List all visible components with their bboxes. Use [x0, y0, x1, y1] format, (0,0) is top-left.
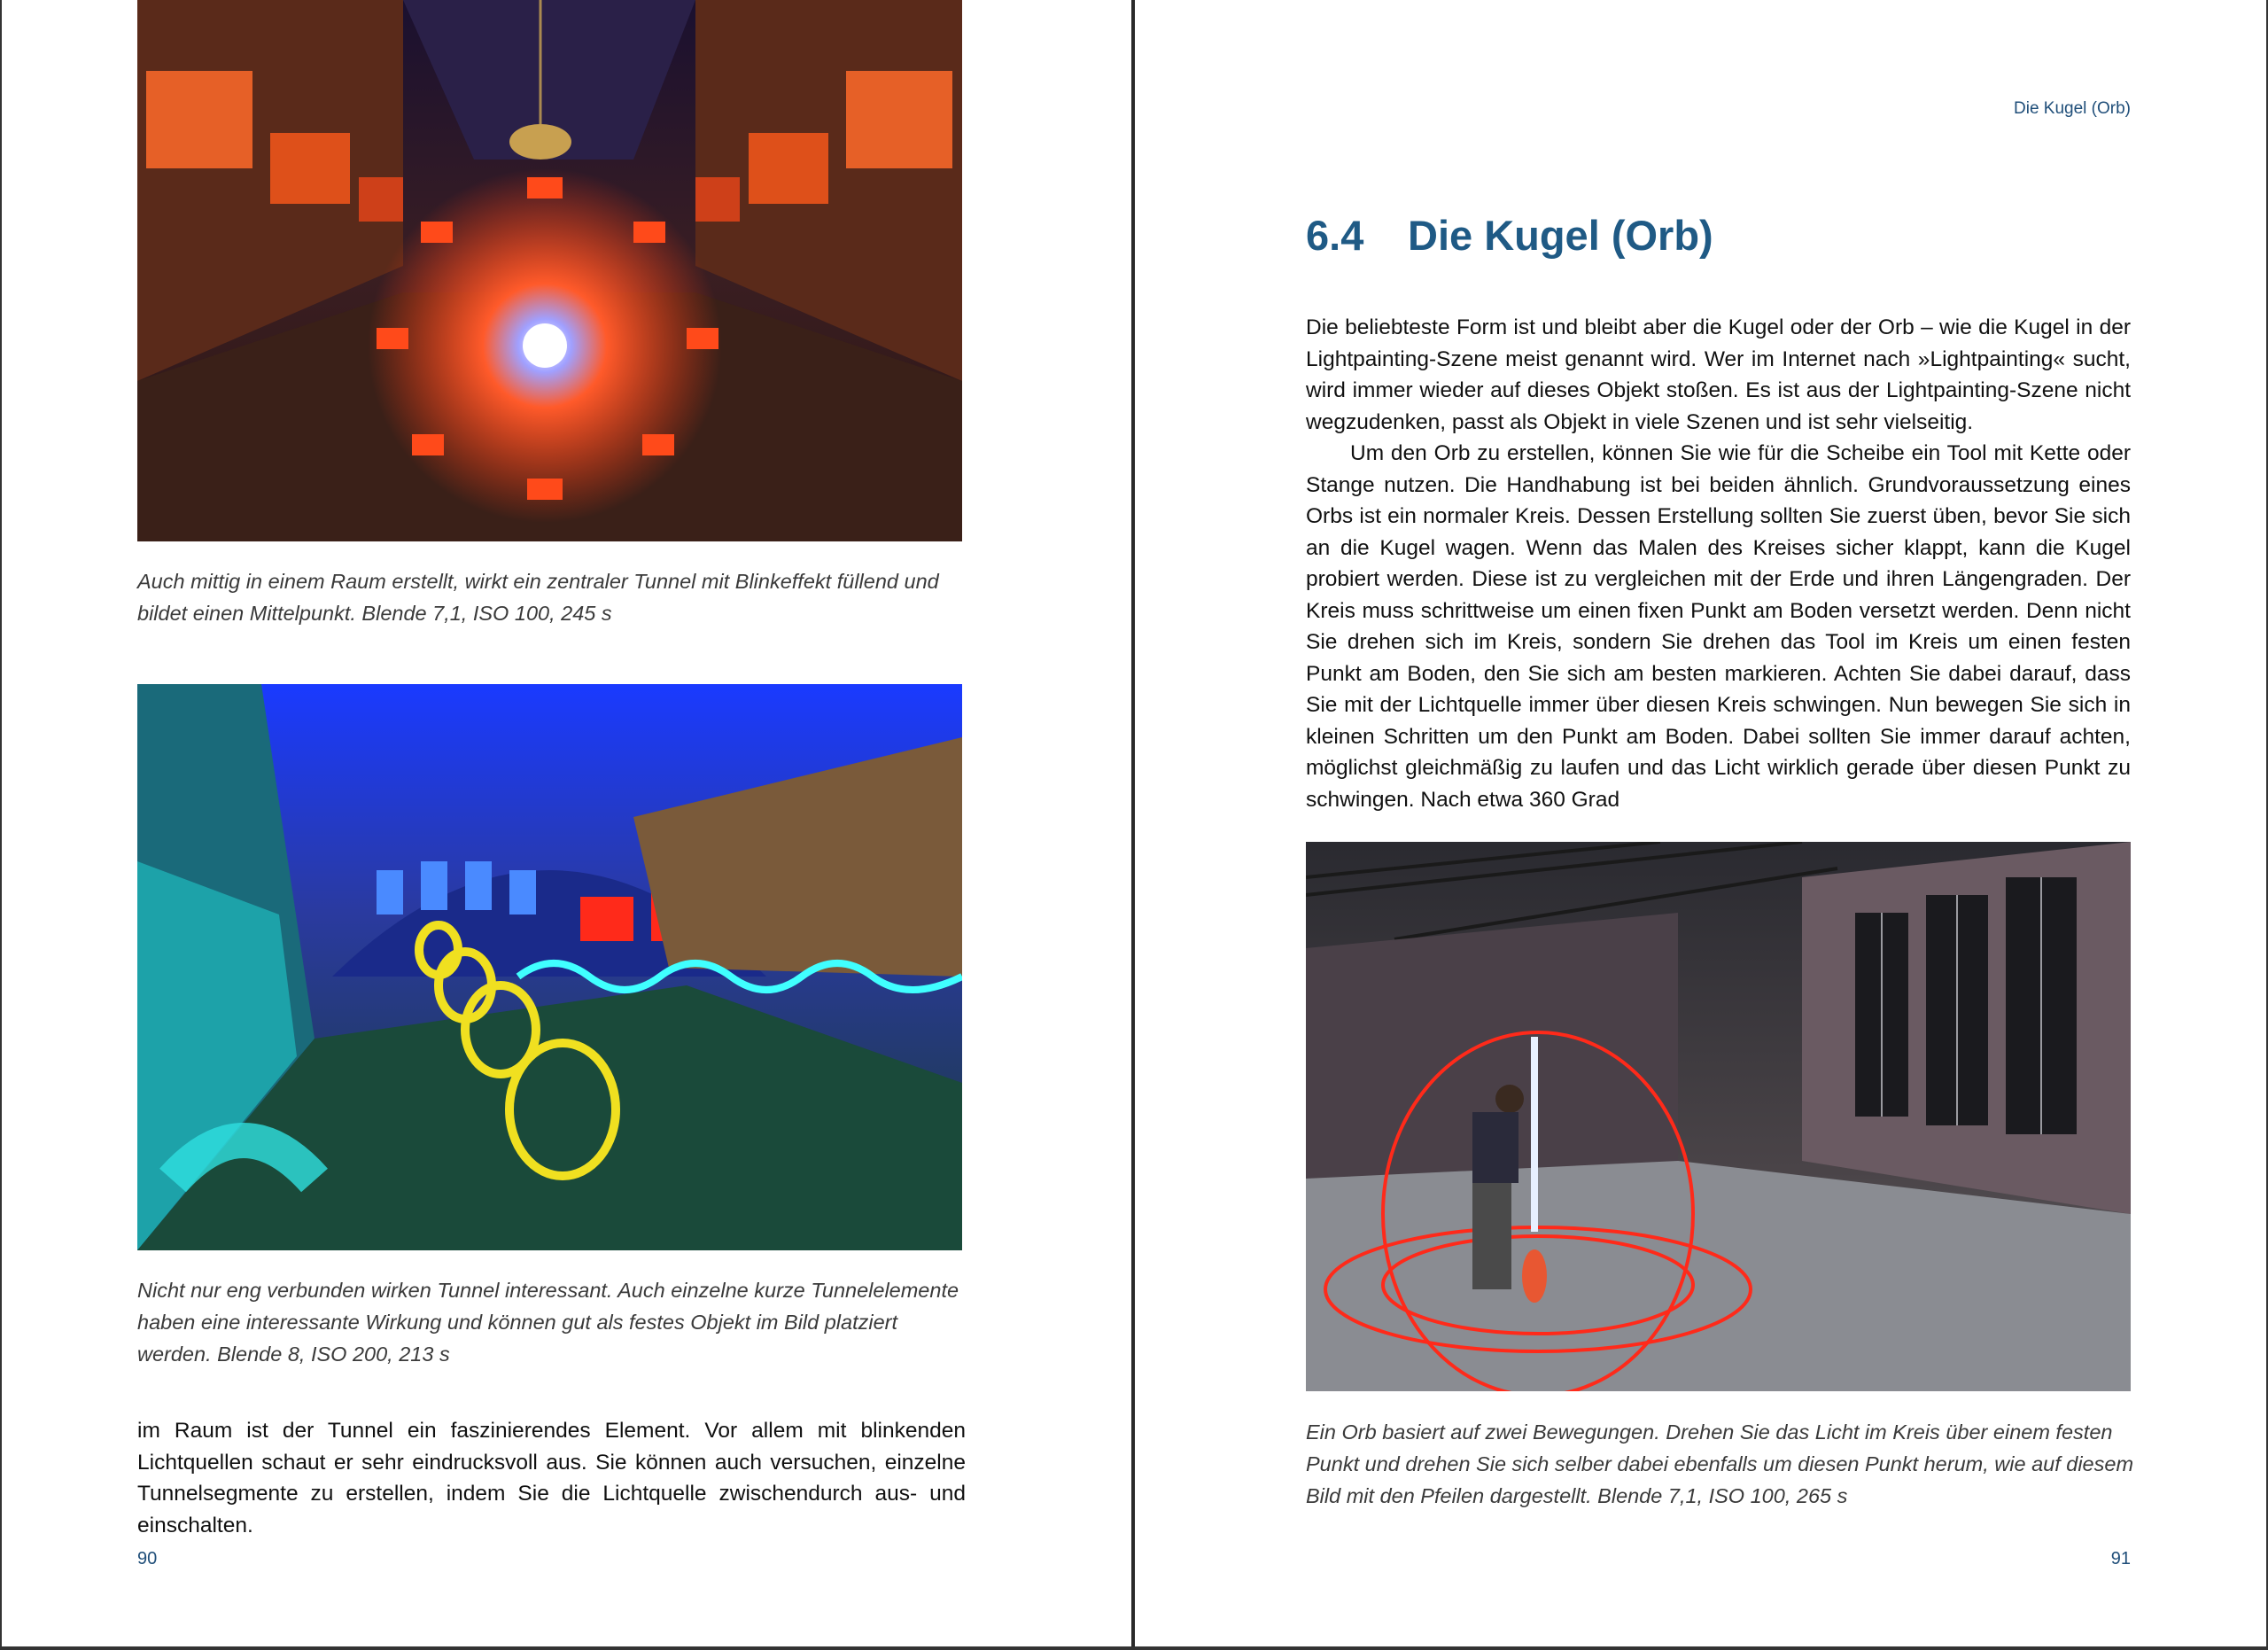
section-heading: [1306, 211, 1713, 260]
section-number: 6.4: [1306, 212, 1364, 259]
page-number-left: 90: [137, 1549, 158, 1568]
page-number-right: 91: [2110, 1549, 2131, 1568]
paragraph-1: Die beliebteste Form ist und bleibt aber die Kugel oder der Orb – wie die Kugel in der Lightpainting-Szene meist genannt wird. Wer im Internet nach »Lightpainting« sucht, wird immer wieder auf dieses Objekt stoßen. Es ist aus der Lightpainting-Szene nicht wegzudenken, passt als Objekt in viele Szenen und ist sehr vielseitig.: [1306, 315, 2131, 434]
paragraph-2: Um den Orb zu erstellen, können Sie wie für die Scheibe ein Tool mit Kette oder Stange nutzen. Die Handhabung ist bei beiden ähnlich. Grundvoraussetzung eines Orbs ist ein normaler Kreis. Dessen Erstellung sollten Sie zuerst üben, bevor Sie sich an die Kugel wagen. Wenn das Malen des Kreises sicher klappt, kann die Kugel probiert werden. Diese ist zu vergleichen mit der Erde und ihren Längengraden. Der Kreis muss schrittweise um einen fixen Punkt am Boden versetzt werden. Denn nicht Sie drehen sich im Kreis, sondern Sie drehen das Tool im Kreis um einen festen Punkt am Boden, den Sie sich am besten markieren. Achten Sie dabei darauf, dass Sie mit der Lichtquelle immer über diesen Kreis schwingen. Nun bewegen Sie sich in kleinen Schritten um den Punkt am Boden. Dabei sollten Sie immer darauf achten, möglichst gleichmäßig zu laufen und das Licht wirklich gerade über diesen Punkt zu schwingen. Nach etwa 360 Grad: [1306, 441, 2131, 812]
section-title: Die Kugel (Orb): [1408, 212, 1713, 259]
right-body-text: [1306, 312, 2131, 815]
photo-caption-2: Nicht nur eng verbunden wirken Tunnel interessant. Auch einzelne kurze Tunnelelemente haben eine interessante Wirkung und können gut als festes Objekt im Bild platziert werden. Blende 8, ISO 200, 213 s: [137, 1279, 959, 1366]
running-head: Die Kugel (Orb): [2014, 99, 2131, 118]
page-gutter: [1131, 0, 1135, 1650]
photo-spiral-tunnel: [137, 0, 962, 541]
photo-caption-1: Auch mittig in einem Raum erstellt, wirkt ein zentraler Tunnel mit Blinkeffekt füllend und bildet einen Mittelpunkt. Blende 7,1, ISO 100, 245 s: [137, 570, 939, 625]
photo-orb-hall: [1306, 842, 2131, 1391]
page-bottom-edge: [0, 1646, 2268, 1650]
photo-caption-3: Ein Orb basiert auf zwei Bewegungen. Drehen Sie das Licht im Kreis über einem festen Punkt und drehen Sie sich selber dabei ebenfalls um diesen Punkt herum, wie auf diesem Bild mit den Pfeilen dargestellt. Blende 7,1, ISO 100, 265 s: [1306, 1420, 2134, 1507]
photo-pool-tunnels: [137, 684, 962, 1250]
left-body-text: im Raum ist der Tunnel ein faszinierendes Element. Vor allem mit blinkenden Lichtquellen schaut er sehr eindrucksvoll aus. Sie können auch versuchen, einzelne Tunnelsegmente zu erstellen, indem Sie die Lichtquelle zwischendurch aus- und einschalten.: [137, 1419, 966, 1537]
